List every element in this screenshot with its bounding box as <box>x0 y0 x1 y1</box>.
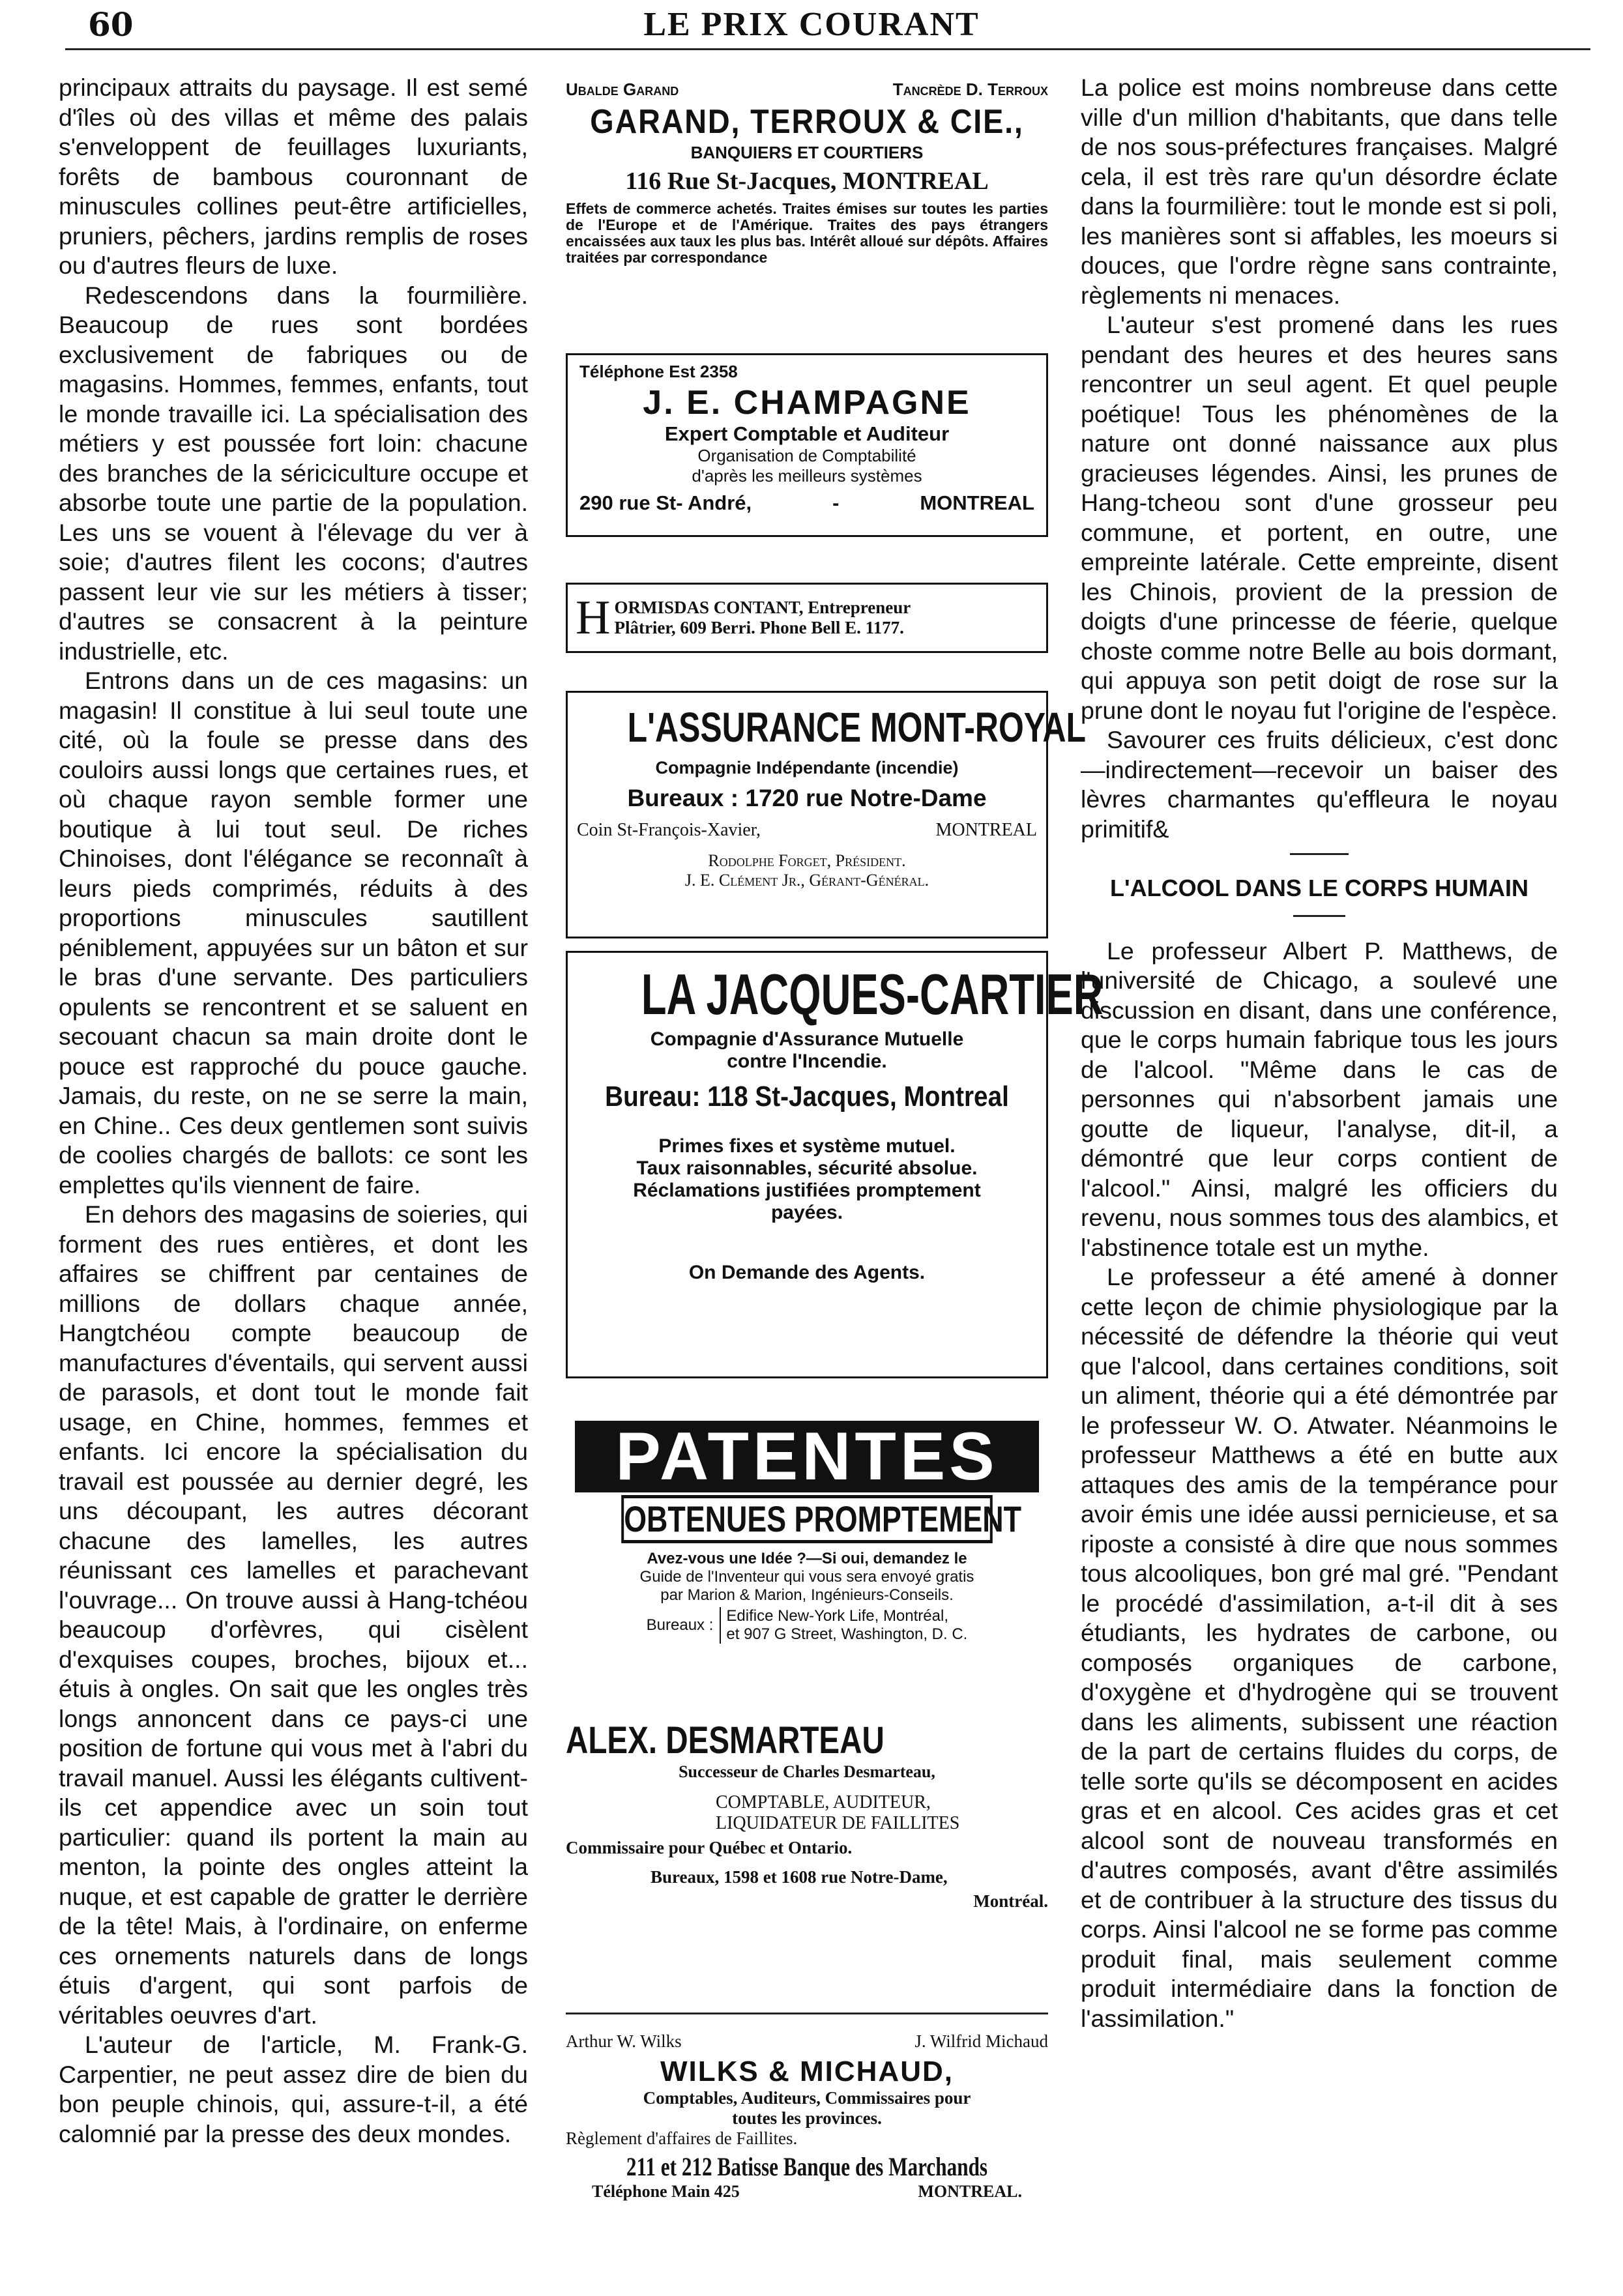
ad-line: toutes les provinces. <box>732 2108 882 2128</box>
ad-line: COMPTABLE, AUDITEUR, <box>716 1792 931 1812</box>
separator-rule <box>1290 853 1349 855</box>
ad-wilks-michaud <box>566 2013 1048 2202</box>
paragraph: Entrons dans un de ces magasins: un magasin! Il constitue à lui seul toute une cité, où la foule se presse dans des couloirs aussi longs que certaines rues, et où chaque rayon semble former une boutique à lui tout seul. De riches Chinoises, dont l'élégance se reconnaît à leurs pieds comprimés, réduits à des proportions minuscules sautillent péniblement, appuyées sur un bâton et sur le bras d'une servante. Des particuliers opulents se rencontrent et se saluent en secouant chacun sa main droite dont le pouce est rapproché du pouce gauche. Jamais, du reste, on ne se serre la main, en Chine.. Ces deux gentlemen sont suivis de coolies chargés de ballots: ce sont les emplettes qu'ils viennent de faire. <box>59 667 528 1199</box>
ad-subtitle: Compagnie d'Assurance Mutuelle <box>650 1028 964 1050</box>
ad-line: Bureaux, 1598 et 1608 rue Notre-Dame, <box>651 1867 948 1887</box>
paragraph: principaux attraits du paysage. Il est semé d'îles où des villas et même des palais s'enveloppent de feuillages luxuriants, forêts de bambous couronnant de minuscules collines peut-être artificielles, pruniers, pêchers, jardins remplis de roses ou d'autres fleurs de luxe. <box>59 74 528 279</box>
ad-line: Règlement d'affaires de Faillites. <box>566 2129 798 2148</box>
ad-city: MONTREAL. <box>918 2182 1022 2201</box>
ad-address: et 907 G Street, Washington, D. C. <box>726 1625 968 1643</box>
ad-line: d'après les meilleurs systèmes <box>692 466 922 486</box>
ad-line: Taux raisonnables, sécurité absolue. <box>636 1157 978 1179</box>
section-title: L'ALCOOL DANS LE CORPS HUMAIN <box>1110 875 1528 901</box>
ad-agents: On Demande des Agents. <box>688 1262 926 1283</box>
ad-partner-name: Arthur W. Wilks <box>566 2031 682 2051</box>
ad-line: Guide de l'Inventeur qui vous sera envoyé gratis <box>639 1568 974 1586</box>
ad-subtitle: OBTENUES PROMPTEMENT <box>621 1495 993 1543</box>
ad-dash: - <box>832 491 840 514</box>
running-head: LE PRIX COURANT <box>643 6 980 43</box>
ad-title: LA JACQUES-CARTIER <box>641 962 1104 1026</box>
ad-bureaux: Bureaux : 1720 rue Notre-Dame <box>627 785 987 811</box>
ad-body: Effets de commerce achetés. Traites émises sur toutes les parties de l'Europe et de l'Amérique. Traites des pays étrangers encaissées aux taux les plus bas. Intérêt alloué sur dépôts. Affaires traitées par correspondance <box>566 200 1048 266</box>
ad-patentes <box>566 1421 1048 1644</box>
ad-partner-name: Tancrède D. Terroux <box>892 80 1048 99</box>
ad-garand-terroux <box>566 80 1048 266</box>
ad-bureaux-label: Bureaux : <box>646 1616 714 1634</box>
ad-city: MONTREAL <box>920 491 1034 514</box>
ad-address: 116 Rue St-Jacques, MONTREAL <box>625 167 989 195</box>
ad-name: ALEX. DESMARTEAU <box>566 1719 885 1762</box>
paragraph: Redescendons dans la fourmilière. Beaucoup de rues sont bordées exclusivement de fabriques ou de magasins. Hommes, femmes, enfants, tout le monde travaille ici. La spécialisation des métiers y est poussée fort loin: chacune des branches de la sériciculture occupe et absorbe toute une partie de la population. Les uns se vouent à l'élevage du ver à soie; d'autres filent les cocons; d'autres passent leur vie sur les métiers à tisser; d'autres se consacrent à la peinture industrielle, etc. <box>59 281 528 665</box>
ad-city: Montréal. <box>973 1891 1048 1911</box>
ad-line: ORMISDAS CONTANT, Entrepreneur <box>614 598 911 617</box>
header-rule <box>65 48 1590 50</box>
left-column <box>59 73 528 2149</box>
ad-bureau: Bureau: 118 St-Jacques, Montreal <box>605 1081 1009 1112</box>
paragraph: L'auteur de l'article, M. Frank-G. Carpentier, ne peut assez dire de bien du bon peuple chinois, qui, assure-t-il, a été calomnié par la presse des deux mondes. <box>59 2031 528 2147</box>
ad-subtitle: Compagnie Indépendante (incendie) <box>655 758 959 777</box>
ad-line: Réclamations justifiées promptement <box>633 1180 981 1201</box>
ad-name: J. E. CHAMPAGNE <box>643 384 971 422</box>
ad-champagne <box>566 353 1048 537</box>
paragraph: Savourer ces fruits délicieux, c'est donc—indirectement—recevoir un baiser des lèvres charmantes qu'effleura le noyau primitif& <box>1081 726 1558 843</box>
paragraph: En dehors des magasins de soieries, qui forment des rues entières, et dont les affaires se chiffrent par centaines de millions de dollars chaque année, Hangtchéou compte beaucoup de manufactures d'éventails, qui servent aussi de parasols, et dont tout le monde fait usage, en Chine, hommes, femmes et enfants. Ici encore la spécialisation du travail est poussée au dernier degré, les uns découpant, les autres décorant chacune des lamelles, les autres réunissant ces lamelles et parachevant l'ouvrage... On trouve aussi à Hang-tchéou beaucoup d'orfèvres, qui cisèlent d'exquises coupes, broches, bijoux et... étuis à ongles. On sait que les ongles très longs annoncent dans ce pays-ci une position de fortune qui vous met à l'abri du travail manuel. Aussi les élégants cultivent-ils cet appendice avec un soin tout particulier: quand ils portent la main au menton, la pointe des ongles atteint la nuque, et est capable de gratter le derrière de la tête! Mais, à l'ordinaire, on enferme ces ornements naturels dans de longs étuis d'argent, qui sont parfois de véritables oeuvres d'art. <box>59 1200 528 2029</box>
page-number: 60 <box>88 5 134 44</box>
title-rule <box>1293 915 1345 917</box>
paragraph: Le professeur Albert P. Matthews, de l'université de Chicago, a soulevé une discussion en disant, dans une conférence, que le corps humain fabrique tous les jours de l'alcool. "Même dans le cas de personnes qui n'absorbent jamais une goutte de liqueur, l'analyse, dit-il, a démontré que leur corps contient de l'alcool." Ainsi, malgré les officiers du revenu, nous sommes tous des alambics, et l'abstinence totale est un mythe. <box>1081 937 1558 1261</box>
ad-line: Organisation de Comptabilité <box>697 446 916 465</box>
ad-line: LIQUIDATEUR DE FAILLITES <box>716 1813 960 1833</box>
ad-line: par Marion & Marion, Ingénieurs-Conseils. <box>660 1586 954 1604</box>
ad-initial: H <box>576 591 611 645</box>
ad-line: Rodolphe Forget, Président. <box>708 851 906 870</box>
ad-address: 211 et 212 Batisse Banque des Marchands <box>626 2152 988 2181</box>
ad-phone: Téléphone Est 2358 <box>579 362 738 381</box>
ad-line: Successeur de Charles Desmarteau, <box>679 1762 935 1781</box>
ad-address: Edifice New-York Life, Montréal, <box>726 1607 948 1625</box>
ad-partner-name: J. Wilfrid Michaud <box>914 2031 1048 2051</box>
ad-partner-name: Ubalde Garand <box>566 80 679 99</box>
ad-line: Plâtrier, 609 Berri. Phone Bell E. 1177. <box>614 618 904 637</box>
ad-contant <box>566 583 1048 653</box>
paragraph: Le professeur a été amené à donner cette leçon de chimie physiologique par la nécessité de défendre la théorie qui veut que l'alcool, dans certaines conditions, soit un aliment, théorie qui a été démontrée par le professeur W. O. Atwater. Néanmoins le professeur Matthews a été en butte aux attaques des amis de la tempérance pour avoir émis une idée aussi pernicieuse, et sa riposte a consisté à dire que nous sommes tous alcooliques, bon gré mal gré. "Pendant le procédé d'assimilation, a-t-il dit à ses étudiants, les hydrates de carbone, ou composés organiques de carbone, d'oxygène et d'hydrogène qui se trouvent dans les aliments, subissent une réaction de la part de certains fluides du corps, de telle sorte qu'ils se décomposent en acides gras et en alcool. Ces acides gras et cet alcool sont de nouveau transformés en d'autres composés, avant d'être assimilés et de contribuer à la structure des tissus du corps. Ainsi l'alcool ne se forme pas comme produit final, mais seulement comme produit intermédiaire dans la fonction de l'assimilation." <box>1081 1263 1558 2032</box>
ad-line: Comptables, Auditeurs, Commissaires pour <box>643 2088 971 2108</box>
ad-line: J. E. Clément Jr., Gérant-Général. <box>684 871 929 890</box>
ad-line: Commissaire pour Québec et Ontario. <box>566 1838 853 1857</box>
ad-title: Expert Comptable et Auditeur <box>664 422 950 445</box>
ad-firm-name: GARAND, TERROUX & CIE., <box>590 103 1024 141</box>
ad-subtitle: contre l'Incendie. <box>727 1051 887 1072</box>
ad-line: payées. <box>770 1202 843 1223</box>
ad-jacques-cartier <box>566 951 1104 1378</box>
ad-title: PATENTES <box>575 1421 1039 1492</box>
paragraph: L'auteur s'est promené dans les rues pendant des heures et des heures sans rencontrer un seul agent. Et quel peuple poétique! Tous les phénomènes de la nature ont donné naissance aux plus gracieuses légendes. Ainsi, les prunes de Hang-tcheou sont d'une grosseur peu commune, et portent, en outre, une empreinte latérale. Cette empreinte, disent les Chinois, provient de la pression de doigts d'une princesse de féerie, quelque choste comme notre Belle au bois dormant, qui appuya son petit doigt de rose sur la prune dont le noyau fut l'origine de l'espèce. <box>1081 311 1558 724</box>
ad-address: 290 rue St- André, <box>579 491 752 514</box>
ad-assurance-mont-royal <box>566 691 1087 938</box>
ad-line: Avez-vous une Idée ?—Si oui, demandez le <box>647 1550 967 1567</box>
ad-line: Primes fixes et système mutuel. <box>658 1135 956 1157</box>
ad-line: Coin St-François-Xavier, <box>577 820 761 840</box>
paragraph: La police est moins nombreuse dans cette ville d'un million d'habitants, que dans telle de nos sous-préfectures françaises. Malgré cela, il est très rare qu'un désordre éclate dans la fourmilière: tout le monde est si poli, les manières sont si affables, les moeurs si douces, que l'ordre règne sans contrainte, règlements ni menaces. <box>1081 74 1558 309</box>
right-column <box>1081 73 1558 2033</box>
ad-desmarteau <box>566 1719 1048 1911</box>
ad-subtitle: BANQUIERS ET COURTIERS <box>690 143 924 162</box>
ad-city: MONTREAL <box>935 820 1037 840</box>
ad-firm-name: WILKS & MICHAUD, <box>660 2056 954 2087</box>
ad-phone: Téléphone Main 425 <box>592 2182 740 2201</box>
ad-title: L'ASSURANCE MONT-ROYAL <box>627 704 1087 751</box>
